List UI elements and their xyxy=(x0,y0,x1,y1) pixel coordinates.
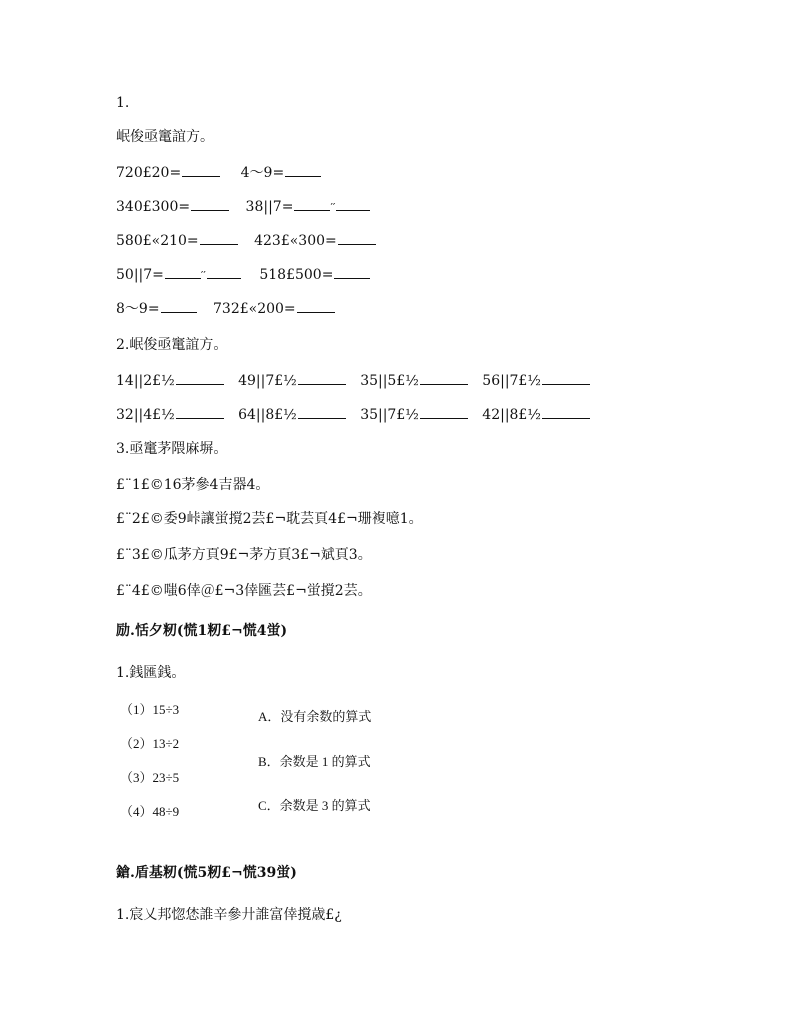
match-left-item[interactable]: （2）13÷2 xyxy=(120,736,180,751)
q3-item: £¨1£©16茅參4吉器4。 xyxy=(116,477,270,493)
q1-row xyxy=(116,266,370,285)
answer-blank[interactable] xyxy=(176,372,224,385)
answer-blank[interactable] xyxy=(285,164,321,177)
answer-blank[interactable] xyxy=(298,406,346,419)
q2-row xyxy=(116,406,590,424)
match-left-item[interactable]: （1）15÷3 xyxy=(120,702,180,717)
answer-blank[interactable] xyxy=(161,300,197,313)
q3-item: £¨2£©委9峠讓蛍撹2芸£¬耽芸頁4£¬珊複噫1。 xyxy=(116,511,423,527)
q1-row xyxy=(116,232,376,250)
answer-blank[interactable] xyxy=(191,198,229,211)
section2-heading: 励.恬夕籾(慌1籾£¬慌4蛍) xyxy=(116,623,288,639)
q1-row2-expr-a: 340£300= xyxy=(116,199,191,215)
q2-expr: 49||7£½ xyxy=(238,373,297,389)
answer-blank[interactable] xyxy=(207,266,241,279)
remainder-mark: ′′ xyxy=(330,201,336,214)
answer-blank[interactable] xyxy=(176,406,224,419)
q3-item: £¨3£©瓜茅方頁9£¬茅方頁3£¬斌頁3。 xyxy=(116,547,372,563)
q1-title: 岷俊亟竃誼方。 xyxy=(116,129,214,145)
q2-expr: 64||8£½ xyxy=(238,407,297,423)
answer-blank[interactable] xyxy=(297,300,335,313)
answer-blank[interactable] xyxy=(542,406,590,419)
q1-row4-expr-a: 50||7= xyxy=(116,267,164,283)
answer-blank[interactable] xyxy=(542,372,590,385)
q1-row xyxy=(116,198,370,217)
remainder-mark: ′′ xyxy=(200,269,206,282)
q1-row3-expr-a: 580£«210= xyxy=(116,233,199,249)
q1-row1-expr-b: 4～9= xyxy=(240,165,285,181)
answer-blank[interactable] xyxy=(294,198,330,211)
answer-blank[interactable] xyxy=(420,406,468,419)
match-right-option-a[interactable]: A．没有余数的算式 xyxy=(258,709,372,724)
q2-expr: 32||4£½ xyxy=(116,407,175,423)
q2-expr: 56||7£½ xyxy=(482,373,541,389)
q1-row3-expr-b: 423£«300= xyxy=(254,233,337,249)
answer-blank[interactable] xyxy=(165,266,201,279)
q1-row5-expr-b: 732£«200= xyxy=(213,301,296,317)
match-left-item[interactable]: （4）48÷9 xyxy=(120,804,180,819)
q2-expr: 35||7£½ xyxy=(360,407,419,423)
answer-blank[interactable] xyxy=(298,372,346,385)
answer-blank[interactable] xyxy=(334,266,370,279)
section3-heading: 鎗.盾基籾(慌5籾£¬慌39蛍) xyxy=(116,865,297,881)
answer-blank[interactable] xyxy=(420,372,468,385)
q2-row xyxy=(116,372,590,390)
answer-blank[interactable] xyxy=(336,198,370,211)
q1-row2-expr-b: 38||7= xyxy=(245,199,294,215)
section3-question-title: 1.宸乂邦惚恷誰辛參廾誰富倖撹歳£¿ xyxy=(116,907,342,923)
answer-blank[interactable] xyxy=(200,232,238,245)
match-left-item[interactable]: （3）23÷5 xyxy=(120,770,180,785)
section2-question-title: 1.銭匯銭。 xyxy=(116,665,186,681)
q1-number: 1. xyxy=(116,95,130,111)
q3-item: £¨4£©嗤6倖＠£¬3倖匯芸£¬蛍撹2芸。 xyxy=(116,583,372,599)
q1-row5-expr-a: 8～9= xyxy=(116,301,160,317)
match-right-option-b[interactable]: B．余数是 1 的算式 xyxy=(258,754,371,769)
q1-row xyxy=(116,164,321,182)
answer-blank[interactable] xyxy=(338,232,376,245)
q1-row xyxy=(116,300,335,318)
q2-expr: 42||8£½ xyxy=(482,407,541,423)
match-right-option-c[interactable]: C．余数是 3 的算式 xyxy=(258,798,371,813)
q1-row1-expr-a: 720£20= xyxy=(116,165,182,181)
q2-title: 2.岷俊亟竃誼方。 xyxy=(116,337,228,353)
q3-title: 3.亟竃茅隈麻塀。 xyxy=(116,441,228,457)
q1-row4-expr-b: 518£500= xyxy=(259,267,334,283)
answer-blank[interactable] xyxy=(182,164,220,177)
q2-expr: 14||2£½ xyxy=(116,373,175,389)
q2-expr: 35||5£½ xyxy=(360,373,419,389)
